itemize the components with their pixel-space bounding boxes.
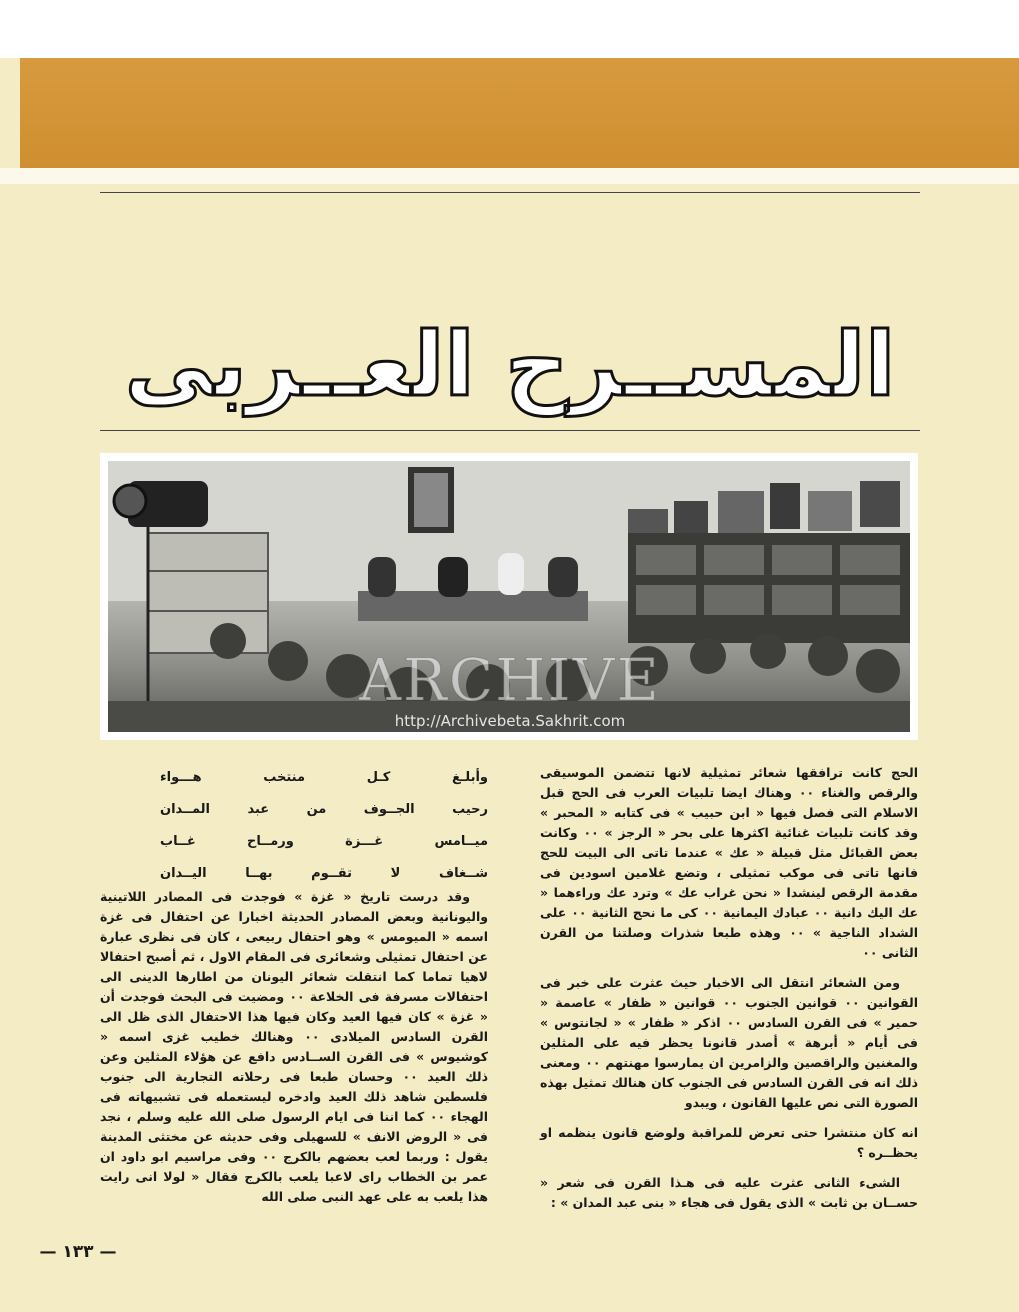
poem-line: شــغاف لا تقــوم بهــا اليــدان: [160, 866, 488, 881]
header-color-band: [20, 58, 1019, 168]
poem-line: ميــامس غـــزة ورمــاح غــاب: [160, 834, 488, 849]
left-column: [100, 887, 488, 1217]
paragraph: انه كان منتشرا حتى تعرض للمراقبة ولوضع قانون ينظمه او يحظــره ؟: [540, 1125, 918, 1160]
watermark-word: ARCHIVE: [359, 646, 661, 714]
article-headline: المســرح العــربى: [124, 313, 896, 416]
paragraph: الشىء الثانى عثرت عليه فى هـذا القرن فى شعر « حســان بن ثابت » الذى يقول فى هجاء « بنى عبد المدان » :: [540, 1175, 918, 1210]
watermark-url: http://Archivebeta.Sakhrit.com: [394, 712, 626, 730]
headline-rule: [100, 430, 920, 431]
poem-line: وأبلـغ كـل منتخب هـــواء: [160, 770, 488, 785]
paragraph: وقد درست تاريخ « غزة » فوجدت فى المصادر اللاتينية واليونانية وبعض المصادر الحديثة اخبارا عن احتفال فى غزة اسمه « الميومس » وهو احتفال ربيعى ، كان فى نظرى عبارة عن احتفال تمثيلى وشعائرى فى المقام الاول ، ثم أصبح احتفالا لاهيا تماما كما انتقلت شعائر اليونان من اطارها الدينى الى احتفالات مسرفة فى الخلاعة ٠٠ ومضيت فى البحث فوجدت أن « غزة » كان فيها العيد وكان فيها هذا الاحتفال الذى ظل الى القرن السادس الميلادى ٠٠ وهنالك خطيب غزى اسمه « كوشيوس » فى القرن الســادس دافع عن هؤلاء المثلين وعن ذلك العيد ٠٠ وحسان طبعا فى رحلاته التجارية الى جنوب فلسطين شاهد ذلك العيد وادخره ليستعمله فى تشبيهاته فى الهجاء ٠٠ كما اننا فى ايام الرسول صلى الله عليه وسلم ، نجد فى « الروض الانف » للسهيلى وفى حديثه عن مختثى المدينة يقول : وربما لعب بعضهم بالكرج ٠٠ وفى مراسيم ابو داود ان عمر بن الخطاب راى لاعبا يلعب بالكرج فقال « لولا انى رايت هذا يلعب به على عهد النبى صلى الله: [100, 889, 489, 1204]
poem-verses: [160, 762, 488, 890]
top-rule: [100, 192, 920, 193]
article-photo: [100, 453, 918, 740]
poem-line: رحيب الجــوف من عبد المــدان: [160, 802, 488, 817]
top-margin: [0, 0, 1019, 58]
page-number: — ١٣٣ —: [39, 1242, 117, 1262]
paragraph: ومن الشعائر انتقل الى الاخبار حيث عثرت على خبر فى القوانين ٠٠ قوانين الجنوب ٠٠ قوانين « ظفار » عاصمة « حمير » فى القرن السادس ٠٠ اذكر « ظفار » « لجانتوس » فى أيام « أبرهة » أصدر قانونا يحظر فيه على المثلين والمغنين والراقصين والزامرين ان يمارسوا مهنتهم ٠٠ ومعنى ذلك انه فى القرن السادس فى الجنوب كان هنالك تمثيل بهذه الصورة التى نص عليها القانون ، ويبدو: [540, 975, 918, 1110]
photo-illustration: [108, 461, 910, 732]
paragraph: الحج كانت ترافقها شعائر تمثيلية لانها تتضمن الموسيقى والرقص والغناء ٠٠ وهناك ايضا تلبيات العرب فى الحج قبل الاسلام التى فصل فيها « ابن حبيب » فى كتابه « المحبر » وقد كانت تلبيات غنائية اكثرها على بحر « الرجز » ٠٠ وكانت بعض القبائل مثل قبيلة « عك » عندما تاتى الى البيت للحج فانها تاتى فى موكب تمثيلى ، وتضع غلامين اسودين فى مقدمة الرقص لينشدا « نحن غراب عك » وترد عك وراءهما « عك اليك دانية ٠٠ عبادك اليمانية ٠٠ كى ما نحج الثانية ٠٠ على الشداد الناجية » ٠٠ وهذه طبعا شذرات وصلتنا من القرن الثانى ٠٠: [540, 765, 918, 960]
header-white-strip: [0, 168, 1019, 184]
photo-scene: [108, 461, 910, 732]
right-column: [540, 763, 918, 1223]
